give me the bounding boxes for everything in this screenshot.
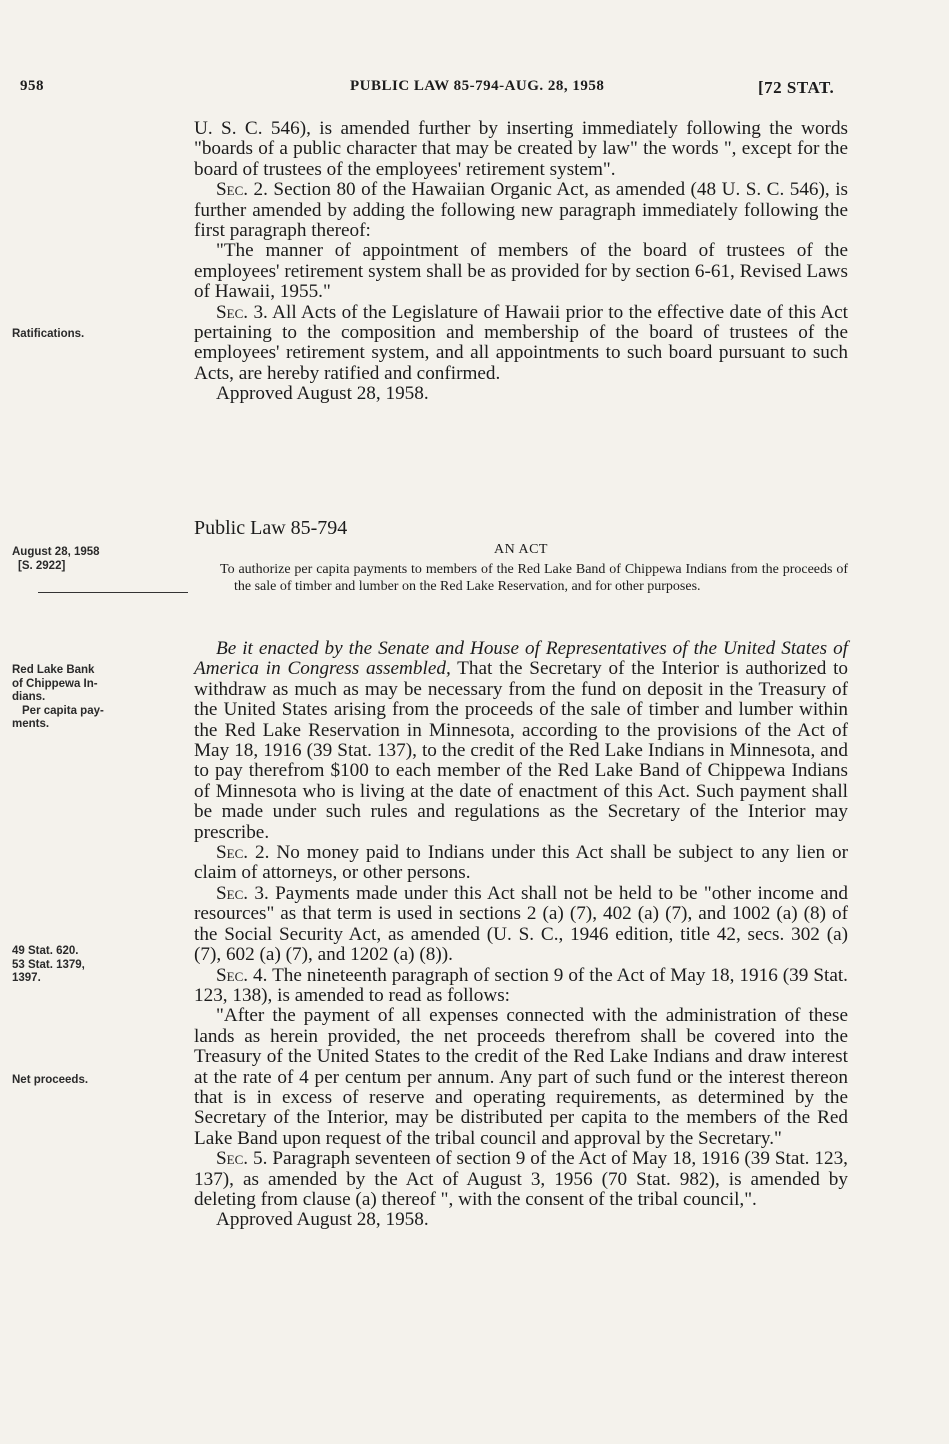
approval-line: Approved August 28, 1958. [216, 383, 429, 405]
section-label: Sec. 3. [216, 882, 269, 904]
section-label: Sec. 2. [216, 842, 270, 864]
margin-note-stat-citations [12, 945, 180, 986]
note-line: 1397. [12, 972, 41, 984]
enactment-date: August 28, 1958 [12, 546, 100, 558]
paragraph-text: Paragraph seventeen of section 9 of the Act of May 18, 1916 (39 Stat. 123, 137), as amended by the Act of August 3, 1956 (70 Stat. 982), is amended by deleting from clause (a) thereof ", with the consent of the tribal council,". [194, 1148, 848, 1210]
section-label: Sec. 4. [216, 964, 268, 986]
paragraph [194, 966, 848, 1007]
margin-note-red-lake [12, 664, 180, 732]
section-label: Sec. 2. [216, 179, 268, 201]
public-law-title: Public Law 85-794 [194, 517, 348, 539]
approval-line: Approved August 28, 1958. [216, 1209, 429, 1231]
note-line: dians. [12, 691, 46, 703]
note-line: 49 Stat. 620. [12, 945, 79, 957]
margin-note-ratifications: Ratifications. [12, 328, 85, 340]
paragraph [194, 1149, 848, 1210]
note-line: of Chippewa In- [12, 677, 98, 690]
act-body [194, 639, 848, 1231]
paragraph [194, 884, 848, 966]
margin-note-date [12, 546, 172, 573]
divider [38, 592, 188, 593]
note-line: Per capita pay- [22, 704, 104, 717]
an-act-heading: AN ACT [494, 542, 548, 557]
paragraph-text: Section 80 of the Hawaiian Organic Act, as amended (48 U. S. C. 546), is further amended by adding the following new paragraph immediately following the first paragraph thereof: [194, 179, 848, 242]
page-number: 958 [20, 78, 44, 94]
paragraph: U. S. C. 546), is amended further by inserting immediately following the words "boards of a public character that may be created by law" the words ", except for the board of trustees of the employees' retirement system". [194, 118, 848, 180]
margin-note-net-proceeds: Net proceeds. [12, 1074, 89, 1086]
bill-number: [S. 2922] [18, 559, 66, 572]
section-label: Sec. 3. [216, 301, 268, 323]
paragraph: "After the payment of all expenses connected with the administration of these lands as herein provided, the net proceeds therefrom shall be covered into the Treasury of the United States to the credit of the Red Lake Indians and draw interest at the rate of 4 per centum per annum. Any part of such fund or the interest thereon that is in excess of reserve and operating requirements, as determined by the Secretary of the Interior, may be distributed per capita to the members of the Red Lake Band upon request of the tribal council and approval by the Secretary." [194, 1005, 848, 1149]
previous-law-text [194, 119, 848, 405]
note-line: ments. [12, 718, 50, 730]
paragraph-text: Payments made under this Act shall not be held to be "other income and resources" as that term is used in sections 2 (a) (7), 402 (a) (7), and 1002 (a) (8) of the Social Security Act, as amended (U. S. C., 1946 edition, title 42, secs. 302 (a) (7), 602 (a) (7), and 1202 (a) (8)). [194, 882, 848, 966]
note-line: Red Lake Bank [12, 664, 95, 676]
statute-volume: [72 STAT. [758, 78, 835, 97]
act-description: To authorize per capita payments to members of the Red Lake Band of Chippewa Indians from the proceeds of the sale of timber and lumber on the Red Lake Reservation, and for other purposes. [220, 562, 848, 594]
running-head-title: PUBLIC LAW 85-794-AUG. 28, 1958 [350, 78, 605, 94]
paragraph-text: All Acts of the Legislature of Hawaii prior to the effective date of this Act pertaining to the composition and membership of the board of trustees of the employees' retirement system, and all appointments to such board pursuant to such Acts, are hereby ratified and confirmed. [194, 301, 848, 384]
enacting-paragraph [194, 639, 848, 843]
enacting-clause: Be it enacted by the Senate and House of Representatives of the United States of America in Congress assembled, [194, 638, 848, 680]
paragraph [194, 303, 848, 385]
paragraph-text: That the Secretary of the Interior is authorized to withdraw as much as may be necessary from the fund on deposit in the Treasury of the United States arising from the proceeds of the sale of timber and lumber within the Red Lake Reservation in Minnesota, according to the provisions of the Act of May 18, 1916 (39 Stat. 137), to the credit of the Red Lake Indians in Minnesota, and to pay therefrom $100 to each member of the Red Lake Band of Chippewa Indians of Minnesota who is living at the date of enactment of this Act. Such payment shall be made under such rules and regulations as the Secretary of the Interior may prescribe. [194, 658, 848, 843]
paragraph-text: No money paid to Indians under this Act shall be subject to any lien or claim of attorneys, or other persons. [194, 842, 848, 884]
paragraph [194, 180, 848, 241]
paragraph: "The manner of appointment of members of the board of trustees of the employees' retirement system shall be as provided for by section 6-61, Revised Laws of Hawaii, 1955." [194, 240, 848, 303]
note-line: 53 Stat. 1379, [12, 958, 85, 971]
paragraph-text: The nineteenth paragraph of section 9 of the Act of May 18, 1916 (39 Stat. 123, 138), is amended to read as follows: [194, 964, 848, 1006]
paragraph [194, 843, 848, 884]
section-label: Sec. 5. [216, 1148, 268, 1170]
